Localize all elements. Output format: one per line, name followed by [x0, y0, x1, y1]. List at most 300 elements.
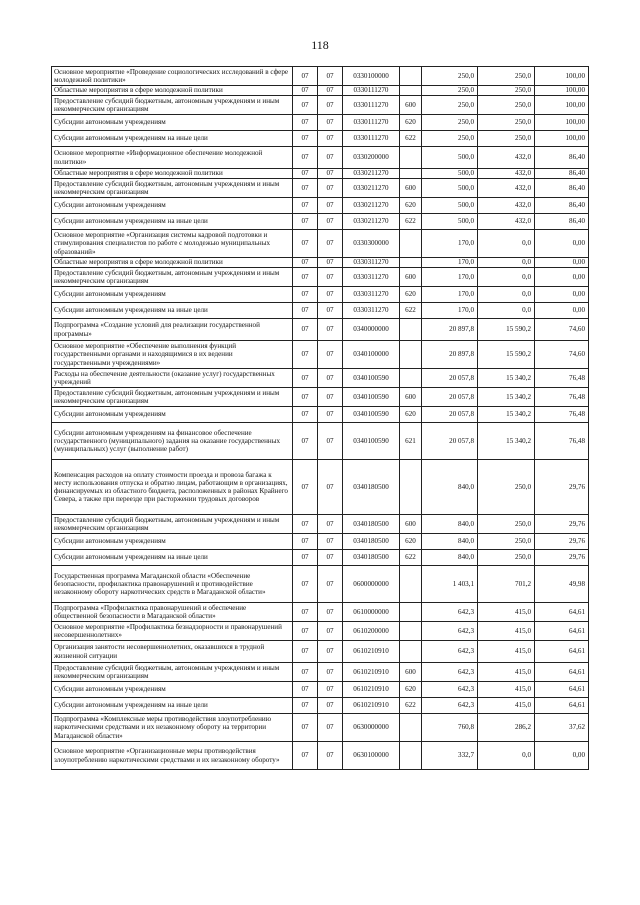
cell-a: 500,0 [422, 214, 478, 230]
cell-rz: 07 [293, 515, 318, 534]
cell-b: 15 590,2 [478, 319, 535, 341]
table-row [52, 147, 589, 169]
cell-b: 415,0 [478, 663, 535, 682]
cell-b: 0,0 [478, 742, 535, 770]
cell-a: 760,8 [422, 714, 478, 742]
table-row [52, 179, 589, 198]
table-row [52, 230, 589, 258]
table-row [52, 388, 589, 407]
cell-vr [400, 369, 422, 388]
cell-csr: 0340000000 [343, 319, 400, 341]
cell-b: 0,0 [478, 303, 535, 319]
cell-vr [400, 603, 422, 622]
cell-pr: 07 [318, 115, 343, 131]
cell-pr: 07 [318, 603, 343, 622]
cell-p: 76,48 [535, 423, 589, 460]
cell-csr: 0330211270 [343, 179, 400, 198]
cell-csr: 0330100000 [343, 67, 400, 86]
cell-rz: 07 [293, 214, 318, 230]
cell-a: 170,0 [422, 287, 478, 303]
cell-csr: 0330311270 [343, 268, 400, 287]
cell-b: 15 340,2 [478, 423, 535, 460]
cell-csr: 0630000000 [343, 714, 400, 742]
table-row [52, 550, 589, 566]
cell-p: 86,40 [535, 179, 589, 198]
table-row [52, 169, 589, 179]
cell-p: 64,61 [535, 682, 589, 698]
cell-pr: 07 [318, 698, 343, 714]
cell-b: 15 590,2 [478, 341, 535, 369]
cell-vr [400, 86, 422, 96]
table-body [52, 67, 589, 770]
cell-b: 0,0 [478, 230, 535, 258]
cell-name: Субсидии автономным учреждениям на иные цели [52, 698, 293, 714]
cell-vr: 600 [400, 663, 422, 682]
cell-vr: 600 [400, 96, 422, 115]
cell-rz: 07 [293, 179, 318, 198]
cell-p: 29,76 [535, 460, 589, 515]
cell-csr: 0340180500 [343, 515, 400, 534]
cell-p: 74,60 [535, 319, 589, 341]
cell-name: Предоставление субсидий бюджетным, автономным учреждениям и иным некоммерческим организациям [52, 96, 293, 115]
cell-p: 49,98 [535, 566, 589, 603]
cell-p: 86,40 [535, 169, 589, 179]
cell-p: 86,40 [535, 214, 589, 230]
cell-b: 415,0 [478, 603, 535, 622]
cell-vr [400, 566, 422, 603]
cell-p: 29,76 [535, 515, 589, 534]
cell-name: Подпрограмма «Профилактика правонарушений и обеспечение общественной безопасности в Магаданской области» [52, 603, 293, 622]
cell-pr: 07 [318, 682, 343, 698]
cell-rz: 07 [293, 287, 318, 303]
cell-csr: 0610000000 [343, 603, 400, 622]
cell-a: 170,0 [422, 230, 478, 258]
cell-a: 840,0 [422, 550, 478, 566]
cell-b: 250,0 [478, 115, 535, 131]
cell-b: 15 340,2 [478, 369, 535, 388]
cell-rz: 07 [293, 423, 318, 460]
table-row [52, 515, 589, 534]
table-row [52, 407, 589, 423]
cell-vr [400, 622, 422, 641]
cell-name: Предоставление субсидий бюджетным, автономным учреждениям и иным некоммерческим организациям [52, 388, 293, 407]
cell-rz: 07 [293, 566, 318, 603]
cell-rz: 07 [293, 268, 318, 287]
cell-csr: 0600000000 [343, 566, 400, 603]
table-row [52, 622, 589, 641]
cell-p: 0,00 [535, 742, 589, 770]
cell-a: 500,0 [422, 179, 478, 198]
cell-name: Субсидии автономным учреждениям на иные цели [52, 131, 293, 147]
cell-p: 100,00 [535, 115, 589, 131]
cell-vr: 622 [400, 550, 422, 566]
cell-vr: 620 [400, 115, 422, 131]
table-row [52, 714, 589, 742]
cell-vr [400, 742, 422, 770]
cell-a: 1 403,1 [422, 566, 478, 603]
cell-a: 642,3 [422, 663, 478, 682]
cell-name: Областные мероприятия в сфере молодежной политики [52, 258, 293, 268]
cell-name: Субсидии автономным учреждениям на финансовое обеспечение государственного (муниципального) задания на оказание государственных (муниципальных) услуг (выполнение работ) [52, 423, 293, 460]
cell-rz: 07 [293, 714, 318, 742]
cell-rz: 07 [293, 622, 318, 641]
cell-b: 415,0 [478, 682, 535, 698]
cell-p: 0,00 [535, 268, 589, 287]
cell-a: 642,3 [422, 682, 478, 698]
cell-pr: 07 [318, 534, 343, 550]
cell-csr: 0330311270 [343, 303, 400, 319]
cell-csr: 0330311270 [343, 287, 400, 303]
cell-p: 64,61 [535, 622, 589, 641]
cell-csr: 0630100000 [343, 742, 400, 770]
cell-b: 415,0 [478, 641, 535, 663]
cell-csr: 0610210910 [343, 663, 400, 682]
table-row [52, 198, 589, 214]
cell-name: Предоставление субсидий бюджетным, автономным учреждениям и иным некоммерческим организациям [52, 268, 293, 287]
cell-a: 500,0 [422, 147, 478, 169]
cell-p: 37,62 [535, 714, 589, 742]
cell-name: Областные мероприятия в сфере молодежной политики [52, 169, 293, 179]
cell-csr: 0330111270 [343, 86, 400, 96]
cell-vr: 621 [400, 423, 422, 460]
cell-rz: 07 [293, 550, 318, 566]
cell-name: Подпрограмма «Создание условий для реализации государственной программы» [52, 319, 293, 341]
cell-a: 20 057,8 [422, 369, 478, 388]
table-row [52, 460, 589, 515]
table-row [52, 86, 589, 96]
cell-b: 432,0 [478, 214, 535, 230]
cell-csr: 0610210910 [343, 641, 400, 663]
cell-a: 500,0 [422, 198, 478, 214]
cell-pr: 07 [318, 566, 343, 603]
cell-name: Субсидии автономным учреждениям на иные цели [52, 550, 293, 566]
cell-a: 642,3 [422, 641, 478, 663]
cell-pr: 07 [318, 258, 343, 268]
cell-csr: 0340180500 [343, 460, 400, 515]
cell-a: 840,0 [422, 534, 478, 550]
cell-pr: 07 [318, 86, 343, 96]
table-row [52, 303, 589, 319]
cell-vr: 622 [400, 214, 422, 230]
cell-csr: 0340100590 [343, 369, 400, 388]
cell-name: Организация занятости несовершеннолетних, оказавшихся в трудной жизненной ситуации [52, 641, 293, 663]
cell-p: 0,00 [535, 287, 589, 303]
cell-rz: 07 [293, 407, 318, 423]
cell-vr [400, 169, 422, 179]
cell-vr: 622 [400, 131, 422, 147]
table-row [52, 131, 589, 147]
cell-name: Областные мероприятия в сфере молодежной политики [52, 86, 293, 96]
cell-pr: 07 [318, 550, 343, 566]
cell-a: 20 057,8 [422, 423, 478, 460]
cell-pr: 07 [318, 230, 343, 258]
cell-vr: 600 [400, 515, 422, 534]
cell-a: 250,0 [422, 67, 478, 86]
cell-pr: 07 [318, 460, 343, 515]
cell-b: 250,0 [478, 96, 535, 115]
cell-p: 74,60 [535, 341, 589, 369]
cell-vr [400, 67, 422, 86]
cell-name: Основное мероприятие «Проведение социологических исследований в сфере молодежной политики» [52, 67, 293, 86]
cell-b: 15 340,2 [478, 407, 535, 423]
cell-csr: 0330311270 [343, 258, 400, 268]
cell-vr [400, 230, 422, 258]
cell-pr: 07 [318, 268, 343, 287]
cell-rz: 07 [293, 169, 318, 179]
cell-b: 0,0 [478, 287, 535, 303]
cell-name: Компенсация расходов на оплату стоимости проезда и провоза багажа к месту использования отпуска и обратно лицам, работающим в организациях, финансируемых из областного бюджета, расположенных в районах Крайнего Севера, а также при переезде при расторжении трудовых договоров [52, 460, 293, 515]
cell-vr [400, 319, 422, 341]
cell-vr [400, 641, 422, 663]
cell-pr: 07 [318, 369, 343, 388]
cell-p: 76,48 [535, 369, 589, 388]
cell-vr: 620 [400, 198, 422, 214]
cell-rz: 07 [293, 534, 318, 550]
cell-rz: 07 [293, 131, 318, 147]
cell-vr [400, 341, 422, 369]
cell-pr: 07 [318, 319, 343, 341]
cell-rz: 07 [293, 742, 318, 770]
cell-p: 76,48 [535, 388, 589, 407]
cell-a: 250,0 [422, 131, 478, 147]
cell-a: 250,0 [422, 96, 478, 115]
cell-csr: 0330111270 [343, 131, 400, 147]
cell-name: Субсидии автономным учреждениям [52, 407, 293, 423]
cell-pr: 07 [318, 198, 343, 214]
cell-vr: 600 [400, 388, 422, 407]
cell-vr: 620 [400, 287, 422, 303]
cell-b: 250,0 [478, 515, 535, 534]
cell-p: 64,61 [535, 698, 589, 714]
table-row [52, 287, 589, 303]
cell-a: 20 057,8 [422, 388, 478, 407]
cell-vr: 620 [400, 534, 422, 550]
cell-vr [400, 258, 422, 268]
cell-rz: 07 [293, 115, 318, 131]
cell-pr: 07 [318, 169, 343, 179]
cell-pr: 07 [318, 96, 343, 115]
table-row [52, 115, 589, 131]
cell-a: 642,3 [422, 698, 478, 714]
cell-a: 20 897,8 [422, 341, 478, 369]
table-row [52, 268, 589, 287]
table-row [52, 319, 589, 341]
table-row [52, 534, 589, 550]
cell-a: 332,7 [422, 742, 478, 770]
cell-name: Основное мероприятие «Профилактика безнадзорности и правонарушений несовершеннолетних» [52, 622, 293, 641]
cell-a: 170,0 [422, 303, 478, 319]
cell-rz: 07 [293, 303, 318, 319]
cell-pr: 07 [318, 742, 343, 770]
cell-b: 432,0 [478, 198, 535, 214]
cell-vr [400, 714, 422, 742]
cell-b: 250,0 [478, 550, 535, 566]
cell-p: 86,40 [535, 198, 589, 214]
table-row [52, 67, 589, 86]
cell-rz: 07 [293, 258, 318, 268]
cell-p: 100,00 [535, 131, 589, 147]
cell-rz: 07 [293, 67, 318, 86]
table-row [52, 258, 589, 268]
cell-p: 100,00 [535, 67, 589, 86]
cell-a: 250,0 [422, 115, 478, 131]
cell-b: 286,2 [478, 714, 535, 742]
cell-pr: 07 [318, 641, 343, 663]
table-row [52, 663, 589, 682]
table-row [52, 603, 589, 622]
cell-vr: 620 [400, 407, 422, 423]
table-row [52, 566, 589, 603]
table-row [52, 423, 589, 460]
cell-vr [400, 147, 422, 169]
cell-rz: 07 [293, 96, 318, 115]
cell-rz: 07 [293, 460, 318, 515]
cell-b: 15 340,2 [478, 388, 535, 407]
cell-rz: 07 [293, 198, 318, 214]
table-row [52, 96, 589, 115]
cell-pr: 07 [318, 67, 343, 86]
cell-name: Субсидии автономным учреждениям на иные цели [52, 303, 293, 319]
cell-vr: 622 [400, 698, 422, 714]
cell-name: Основное мероприятие «Организационные меры противодействия злоупотреблению наркотическими средствами и их незаконному обороту» [52, 742, 293, 770]
cell-name: Основное мероприятие «Организация системы кадровой подготовки и стимулирования специалистов по работе с молодежью муниципальных образований» [52, 230, 293, 258]
cell-p: 64,61 [535, 641, 589, 663]
cell-pr: 07 [318, 388, 343, 407]
cell-b: 0,0 [478, 258, 535, 268]
cell-name: Основное мероприятие «Обеспечение выполнения функций государственными органами и находящимися в их ведении государственными учреждениями» [52, 341, 293, 369]
cell-rz: 07 [293, 147, 318, 169]
cell-vr: 600 [400, 268, 422, 287]
table-row [52, 641, 589, 663]
cell-csr: 0330200000 [343, 147, 400, 169]
cell-b: 432,0 [478, 179, 535, 198]
cell-a: 20 897,8 [422, 319, 478, 341]
cell-pr: 07 [318, 663, 343, 682]
cell-vr [400, 460, 422, 515]
cell-p: 86,40 [535, 147, 589, 169]
cell-csr: 0330211270 [343, 214, 400, 230]
cell-b: 701,2 [478, 566, 535, 603]
cell-csr: 0340100590 [343, 388, 400, 407]
cell-rz: 07 [293, 369, 318, 388]
cell-b: 415,0 [478, 698, 535, 714]
cell-csr: 0330111270 [343, 96, 400, 115]
cell-a: 500,0 [422, 169, 478, 179]
cell-pr: 07 [318, 622, 343, 641]
cell-csr: 0330211270 [343, 198, 400, 214]
table-row [52, 369, 589, 388]
cell-csr: 0340100000 [343, 341, 400, 369]
cell-name: Основное мероприятие «Информационное обеспечение молодежной политики» [52, 147, 293, 169]
cell-vr: 620 [400, 682, 422, 698]
cell-pr: 07 [318, 515, 343, 534]
cell-csr: 0330211270 [343, 169, 400, 179]
cell-csr: 0340100590 [343, 423, 400, 460]
cell-b: 250,0 [478, 131, 535, 147]
cell-p: 0,00 [535, 230, 589, 258]
cell-name: Субсидии автономным учреждениям [52, 287, 293, 303]
table-row [52, 341, 589, 369]
cell-name: Государственная программа Магаданской области «Обеспечение безопасности, профилактика правонарушений и противодействие незаконному обороту наркотических средств в Магаданской области» [52, 566, 293, 603]
cell-a: 642,3 [422, 622, 478, 641]
cell-name: Предоставление субсидий бюджетным, автономным учреждениям и иным некоммерческим организациям [52, 515, 293, 534]
cell-b: 0,0 [478, 268, 535, 287]
cell-a: 642,3 [422, 603, 478, 622]
cell-a: 250,0 [422, 86, 478, 96]
cell-rz: 07 [293, 663, 318, 682]
cell-name: Предоставление субсидий бюджетным, автономным учреждениям и иным некоммерческим организациям [52, 663, 293, 682]
cell-name: Подпрограмма «Комплексные меры противодействия злоупотреблению наркотическими средствами и их незаконному обороту на территории Магаданской области» [52, 714, 293, 742]
budget-table [51, 66, 589, 770]
cell-pr: 07 [318, 423, 343, 460]
cell-pr: 07 [318, 407, 343, 423]
cell-b: 415,0 [478, 622, 535, 641]
cell-pr: 07 [318, 131, 343, 147]
cell-p: 76,48 [535, 407, 589, 423]
cell-pr: 07 [318, 179, 343, 198]
cell-csr: 0330300000 [343, 230, 400, 258]
cell-p: 0,00 [535, 303, 589, 319]
cell-a: 840,0 [422, 460, 478, 515]
cell-pr: 07 [318, 214, 343, 230]
cell-csr: 0610210910 [343, 698, 400, 714]
cell-rz: 07 [293, 86, 318, 96]
cell-b: 250,0 [478, 460, 535, 515]
cell-rz: 07 [293, 603, 318, 622]
table-row [52, 742, 589, 770]
cell-rz: 07 [293, 388, 318, 407]
cell-b: 250,0 [478, 67, 535, 86]
cell-pr: 07 [318, 341, 343, 369]
cell-csr: 0340180500 [343, 534, 400, 550]
cell-b: 250,0 [478, 86, 535, 96]
cell-name: Предоставление субсидий бюджетным, автономным учреждениям и иным некоммерческим организациям [52, 179, 293, 198]
cell-csr: 0610200000 [343, 622, 400, 641]
table-row [52, 698, 589, 714]
cell-rz: 07 [293, 230, 318, 258]
cell-p: 64,61 [535, 663, 589, 682]
cell-rz: 07 [293, 319, 318, 341]
cell-name: Субсидии автономным учреждениям [52, 534, 293, 550]
cell-p: 29,76 [535, 534, 589, 550]
cell-b: 432,0 [478, 169, 535, 179]
cell-pr: 07 [318, 303, 343, 319]
cell-a: 840,0 [422, 515, 478, 534]
cell-csr: 0340100590 [343, 407, 400, 423]
cell-csr: 0330111270 [343, 115, 400, 131]
cell-a: 170,0 [422, 268, 478, 287]
cell-csr: 0340180500 [343, 550, 400, 566]
cell-name: Субсидии автономным учреждениям [52, 198, 293, 214]
cell-vr: 600 [400, 179, 422, 198]
cell-rz: 07 [293, 682, 318, 698]
cell-rz: 07 [293, 698, 318, 714]
cell-pr: 07 [318, 714, 343, 742]
cell-csr: 0610210910 [343, 682, 400, 698]
cell-a: 20 057,8 [422, 407, 478, 423]
cell-name: Субсидии автономным учреждениям [52, 115, 293, 131]
cell-b: 432,0 [478, 147, 535, 169]
cell-p: 100,00 [535, 86, 589, 96]
table-row [52, 214, 589, 230]
cell-p: 64,61 [535, 603, 589, 622]
table-row [52, 682, 589, 698]
cell-vr: 622 [400, 303, 422, 319]
cell-p: 100,00 [535, 96, 589, 115]
page-number: 118 [311, 38, 329, 52]
cell-pr: 07 [318, 147, 343, 169]
cell-name: Субсидии автономным учреждениям [52, 682, 293, 698]
